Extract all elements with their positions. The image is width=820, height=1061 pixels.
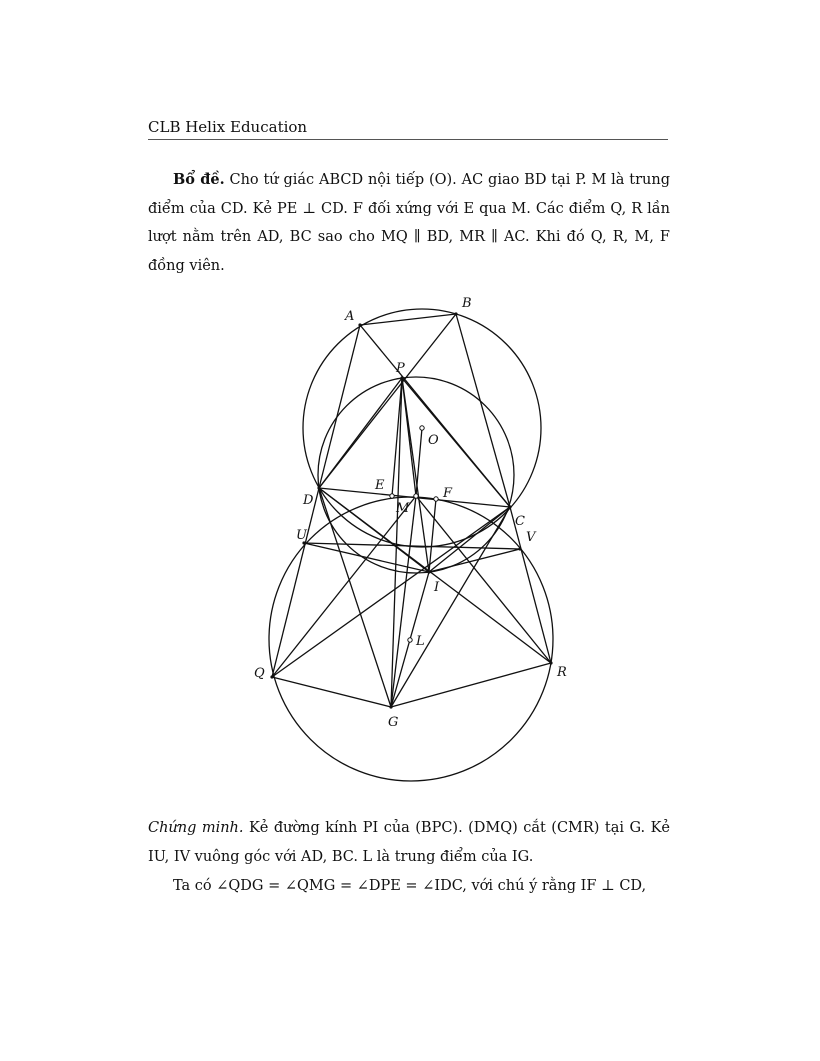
proof-label: Chứng minh. [148, 820, 244, 836]
continuation-text: Ta có ∠QDG = ∠QMG = ∠DPE = ∠IDC, với chú ý rằng IF ⊥ CD, [173, 878, 647, 894]
line-pi [402, 378, 429, 572]
point-r [549, 661, 552, 664]
point-g [389, 705, 392, 708]
label-m: M [396, 501, 410, 516]
point-p [400, 376, 403, 379]
proof-text: Kẻ đường kính PI của (BPC). (DMQ) cắt (CMR) tại G. Kẻ IU, IV vuông góc với AD, BC. L là trung điểm của IG. [148, 820, 670, 865]
label-o: O [428, 433, 439, 448]
header-title: CLB Helix Education [148, 118, 308, 136]
label-v: V [526, 530, 536, 545]
continuation-paragraph [148, 872, 670, 901]
point-q [270, 675, 273, 678]
label-p: P [396, 361, 405, 376]
line-rg [391, 663, 551, 707]
label-l: L [416, 634, 425, 649]
line-bc [456, 314, 510, 507]
lemma-text: Cho tứ giác ABCD nội tiếp (O). AC giao BD tại P. M là trung điểm của CD. Kẻ PE ⊥ CD. F đối xứng với E qua M. Các điểm Q, R lần lượt nằm trên AD, BC sao cho MQ ∥ BD, MR ∥ AC. Khi đó Q, R, M, F đồng viên. [148, 172, 671, 274]
line-bd [319, 314, 456, 488]
label-e: E [375, 478, 385, 493]
point-o [420, 426, 424, 430]
point-e [390, 494, 394, 498]
label-b: B [462, 296, 472, 311]
line-cg [391, 507, 510, 707]
point-a [358, 323, 361, 326]
label-r: R [557, 665, 567, 680]
label-f: F [443, 486, 453, 501]
line-pc [402, 378, 510, 507]
point-i [427, 570, 430, 573]
point-l [408, 638, 412, 642]
lemma-label: Bổ đề. [173, 171, 225, 188]
label-a: A [345, 309, 355, 324]
line-qg [272, 677, 391, 707]
label-u: U [296, 528, 307, 543]
label-g: G [388, 715, 399, 730]
proof-paragraph [148, 814, 670, 871]
point-b [454, 312, 457, 315]
label-c: C [515, 514, 525, 529]
point-d [317, 486, 320, 489]
point-f [434, 497, 438, 501]
point-m [414, 494, 418, 498]
label-q: Q [254, 666, 265, 681]
point-c [508, 505, 511, 508]
line-dg [319, 488, 391, 707]
line-om [416, 428, 422, 496]
label-i: I [434, 580, 440, 595]
line-ad [319, 325, 360, 488]
point-v [518, 547, 521, 550]
label-d: D [303, 493, 314, 508]
